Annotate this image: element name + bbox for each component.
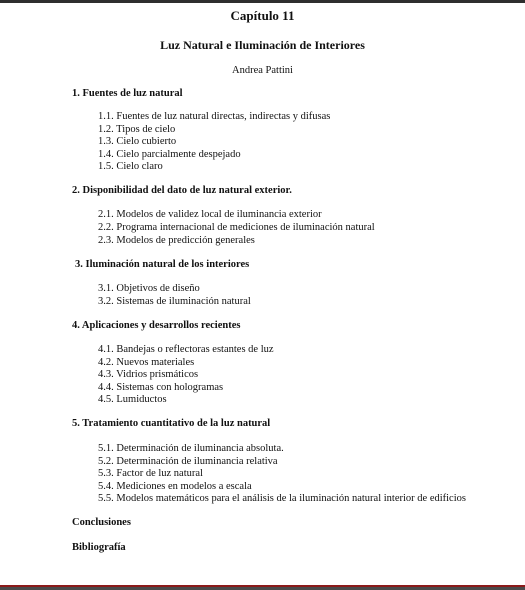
section-2-item-1: 2.1. Modelos de validez local de iluminancia exterior <box>98 209 322 220</box>
bottom-border <box>0 585 525 590</box>
section-5-item-4: 5.4. Mediciones en modelos a escala <box>98 481 252 492</box>
section-1-item-2: 1.2. Tipos de cielo <box>98 124 176 135</box>
section-4-item-4: 4.4. Sistemas con hologramas <box>98 382 224 393</box>
section-3-item-1: 3.1. Objetivos de diseño <box>98 283 200 294</box>
section-1-heading: 1. Fuentes de luz natural <box>72 88 183 99</box>
section-3-item-2: 3.2. Sistemas de iluminación natural <box>98 296 251 307</box>
author-name: Andrea Pattini <box>232 65 293 76</box>
chapter-heading: Capítulo 11 <box>230 8 295 23</box>
section-1-item-3: 1.3. Cielo cubierto <box>98 136 177 147</box>
bottom-border-accent <box>0 585 525 587</box>
section-4-item-2: 4.2. Nuevos materiales <box>98 357 195 368</box>
section-1-item-5: 1.5. Cielo claro <box>98 161 163 172</box>
section-4-item-5: 4.5. Lumiductos <box>98 394 167 405</box>
section-2-item-2: 2.2. Programa internacional de mediciones de iluminación natural <box>98 222 375 233</box>
section-5-item-5: 5.5. Modelos matemáticos para el análisis de la iluminación natural interior de edificios <box>98 493 466 504</box>
section-5-item-2: 5.2. Determinación de iluminancia relativa <box>98 456 278 467</box>
section-4-item-1: 4.1. Bandejas o reflectoras estantes de luz <box>98 344 274 355</box>
section-4-heading: 4. Aplicaciones y desarrollos recientes <box>72 320 241 331</box>
section-5-item-1: 5.1. Determinación de iluminancia absoluta. <box>98 443 284 454</box>
bibliography-heading: Bibliografía <box>72 542 126 553</box>
top-border <box>0 0 525 3</box>
section-1-item-4: 1.4. Cielo parcialmente despejado <box>98 149 241 160</box>
section-1-item-1: 1.1. Fuentes de luz natural directas, indirectas y difusas <box>98 111 331 122</box>
section-5-heading: 5. Tratamiento cuantitativo de la luz natural <box>72 418 271 429</box>
conclusions-heading: Conclusiones <box>72 517 131 528</box>
section-3-heading: 3. Iluminación natural de los interiores <box>75 259 250 270</box>
page-title: Luz Natural e Iluminación de Interiores <box>160 38 365 52</box>
section-4-item-3: 4.3. Vidrios prismáticos <box>98 369 199 380</box>
section-5-item-3: 5.3. Factor de luz natural <box>98 468 203 479</box>
section-2-item-3: 2.3. Modelos de predicción generales <box>98 235 255 246</box>
section-2-heading: 2. Disponibilidad del dato de luz natural exterior. <box>72 185 292 196</box>
